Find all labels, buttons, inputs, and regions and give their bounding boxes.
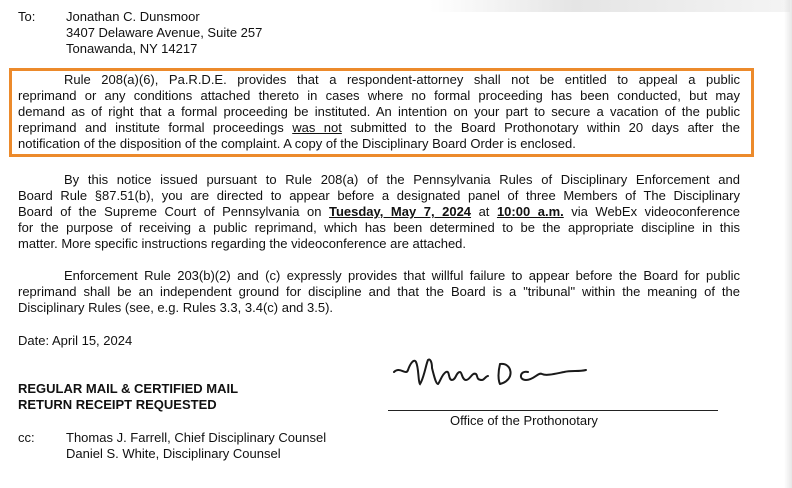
signature-office: Office of the Prothonotary — [450, 413, 598, 428]
was-not-underlined: was not — [292, 120, 342, 135]
recipient-address — [66, 9, 262, 57]
rule-208-paragraph — [18, 72, 740, 152]
notice-paragraph — [18, 172, 740, 252]
to-label: To: — [18, 9, 36, 24]
recipient-name: Jonathan C. Dunsmoor — [66, 9, 200, 24]
cc-name: Thomas J. Farrell, Chief Disciplinary Counsel — [66, 430, 327, 445]
paragraph-line: reprimand and institute formal proceedings was not submitted to the Board Prothonotary within 20 days after the — [18, 120, 740, 135]
letter-date: Date: April 15, 2024 — [18, 333, 133, 348]
paragraph-line: demand as of right that a formal proceeding be instituted. An intention on your part to secure a vacation of the public — [18, 104, 740, 119]
paragraph-line: reprimand shall be an independent ground for discipline and that the Board is a "tribunal" within the meaning of the — [18, 284, 740, 299]
scan-bleed — [430, 0, 790, 12]
page-edge-shadow — [784, 0, 792, 488]
paragraph-line: notification of the disposition of the complaint. A copy of the Disciplinary Board Order is enclosed. — [18, 136, 576, 151]
mail-method-line1: REGULAR MAIL & CERTIFIED MAIL — [18, 381, 239, 396]
hearing-date: Tuesday, May 7, 2024 — [328, 204, 472, 219]
handwritten-signature — [388, 350, 608, 400]
paragraph-line: for the purpose of receiving a public reprimand, which has been determined to be the appropriate discipline in this — [18, 220, 740, 235]
cc-name: Daniel S. White, Disciplinary Counsel — [66, 446, 281, 461]
cc-list — [66, 430, 326, 462]
paragraph-line: Disciplinary Rules (see, e.g. Rules 3.3, 3.4(c) and 3.5). — [18, 300, 334, 315]
paragraph-line: Rule 208(a)(6), Pa.R.D.E. provides that a respondent-attorney shall not be entitled to appeal a public — [64, 72, 740, 87]
paragraph-line: Board Rule §87.51(b), you are directed to appear before a designated panel of three Members of The Disciplinary — [18, 188, 740, 203]
paragraph-line: reprimand or any conditions attached thereto in cases where no formal proceeding has been conducted, but may — [18, 88, 740, 103]
paragraph-line: matter. More specific instructions regarding the videoconference are attached. — [18, 236, 467, 251]
cc-label: cc: — [18, 430, 35, 445]
enforcement-paragraph — [18, 268, 740, 316]
mail-method-line2: RETURN RECEIPT REQUESTED — [18, 397, 217, 412]
signature-line — [388, 410, 718, 411]
hearing-time: 10:00 a.m. — [496, 204, 564, 219]
recipient-city: Tonawanda, NY 14217 — [66, 41, 198, 56]
paragraph-line: By this notice issued pursuant to Rule 208(a) of the Pennsylvania Rules of Disciplinary Enforcement and — [64, 172, 740, 187]
recipient-street: 3407 Delaware Avenue, Suite 257 — [66, 25, 263, 40]
paragraph-line: Enforcement Rule 203(b)(2) and (c) expressly provides that willful failure to appear before the Board for public — [64, 268, 740, 283]
paragraph-line: Board of the Supreme Court of Pennsylvania on Tuesday, May 7, 2024 at 10:00 a.m. via WebEx videoconference — [18, 204, 741, 219]
